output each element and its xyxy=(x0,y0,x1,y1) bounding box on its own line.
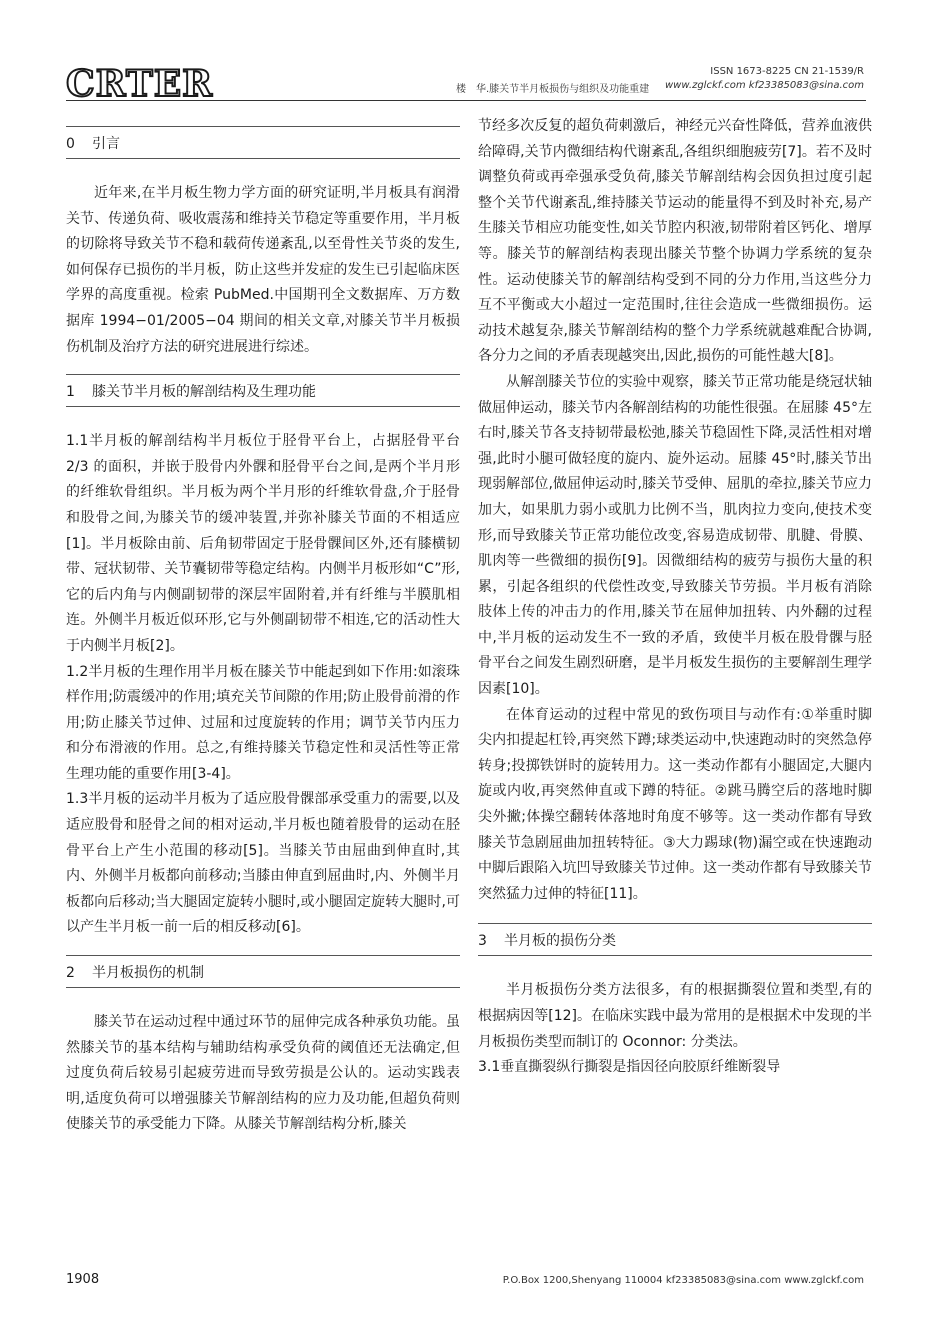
header-rule xyxy=(66,100,866,101)
section-number: 1 xyxy=(66,384,75,401)
paragraph: 在体育运动的过程中常见的致伤项目与动作有:①举重时脚尖内扣提起杠铃,再突然下蹲;球类运动中,快速跑动时的突然急停转身;投掷铁饼时的旋转用力。这一类动作都有小腿固定,大腿内旋或内收,再突然伸直或下蹲的特征。②跳马腾空后的落地时脚尖外撇;体操空翻转体落地时角度不够等。这一类动作都有导致膝关节急剧屈曲加扭转特征。③大力踢球(物)漏空或在快速跑动中脚后跟陷入坑凹导致膝关节过伸。这一类动作都有导致膝关节突然猛力过伸的特征[11]。 xyxy=(478,706,872,902)
subsection-1-2 xyxy=(66,660,460,788)
section-heading-0 xyxy=(66,126,460,159)
subsection-title: 半月板的运动 xyxy=(88,791,174,808)
section-heading-3 xyxy=(478,923,872,956)
journal-logo: CRTER xyxy=(66,63,214,105)
section-2-paragraph: 膝关节在运动过程中通过环节的屈伸完成各种承负功能。虽然膝关节的基本结构与辅助结构承受负荷的阈值还无法确定,但过度负荷后较易引起疲劳进而导致劳损是公认的。运动实践表明,适度负荷可以增强膝关节解剖结构的应力及功能,但超负荷则使膝关节的承受能力下降。从膝关节解剖结构分析,膝关 xyxy=(66,1014,460,1133)
subsection-text: 半月板为了适应股骨髁部承受重力的需要,以及适应股骨和胫骨之间的相对运动,半月板也随着股骨的运动在胫骨平台上产生小范围的移动[5]。当膝关节由屈曲到伸直时,其内、外侧半月板都向前移动;当膝由伸直到屈曲时,内、外侧半月板都向后移动;当大腿固定旋转小腿时,或小腿固定旋转大腿时,可以产生半月板一前一后的相反移动[6]。 xyxy=(66,791,461,936)
subsection-text: 半月板在膝关节中能起到如下作用:如滚珠样作用;防震缓冲的作用;填充关节间隙的作用;防止股骨前滑的作用;防止膝关节过伸、过屈和过度旋转的作用；调节关节内压力和分布滑液的作用。总之,有维持膝关节稳定性和灵活性等正常生理功能的重要作用[3-4]。 xyxy=(66,663,461,782)
section-title: 半月板的损伤分类 xyxy=(504,933,616,950)
section-3-paragraph: 半月板损伤分类方法很多，有的根据撕裂位置和类型,有的根据病因等[12]。在临床实践中最为常用的是根据术中发现的半月板损伤类型而制订的 Oconnor: 分类法。 xyxy=(478,982,872,1050)
page-number: 1908 xyxy=(66,1272,100,1287)
subsection-title: 半月板的解剖结构 xyxy=(88,433,209,450)
section-title: 引言 xyxy=(92,136,120,152)
subsection-number: 1.3 xyxy=(66,791,89,808)
section-title: 半月板损伤的机制 xyxy=(92,965,204,982)
subsection-number: 1.1 xyxy=(66,433,89,450)
header-contact: www.zglckf.com kf23385083@sina.com xyxy=(665,80,864,91)
section-number: 3 xyxy=(478,933,487,950)
continued-paragraph: 节经多次反复的超负荷刺激后，神经元兴奋性降低，营养血液供给障碍,关节内微细结构代谢紊乱,各组织细胞疲劳[7]。若不及时调整负荷或再牵强承受负荷,膝关节解剖结构会因负担过度引起整个关节代谢紊乱,维持膝关节运动的能量得不到及时补充,易产生膝关节相应功能变性,如关节腔内积液,韧带附着区钙化、增厚等。膝关节的解剖结构表现出膝关节整个协调力学系统的复杂性。运动使膝关节的解剖结构受到不同的分力作用,当这些分力互不平衡或大小超过一定范围时,往往会造成一些微细损伤。运动技术越复杂,膝关节解剖结构的整个力学系统就越难配合协调,各分力之间的矛盾表现越突出,因此,损伤的可能性越大[8]。 xyxy=(478,118,872,365)
subsection-text: 纵行撕裂是指因径向胶原纤维断裂导 xyxy=(556,1059,781,1076)
subsection-title: 半月板的生理作用 xyxy=(88,663,202,680)
subsection-number: 1.2 xyxy=(66,663,89,680)
paragraph: 从解剖膝关节位的实验中观察，膝关节正常功能是绕冠状轴做屈伸运动，膝关节内各解剖结构的功能性很强。在屈膝 45°左右时,膝关节各支持韧带最松弛,膝关节稳固性下降,灵活性相对增强,此时小腿可做轻度的旋内、旋外运动。屈膝 45°时,膝关节出现弱解部位,做屈伸运动时,膝关节受伸、屈肌的牵拉,膝关节应力加大，如果肌力弱小或肌力比例不当，肌肉拉力变向,使技术变形,而导致膝关节正常功能位改变,容易造成韧带、肌腱、骨膜、肌肉等一些微细的损伤[9]。因微细结构的疲劳与损伤大量的积累，引起各组织的代偿性改变,导致膝关节劳损。半月板有消除肢体上传的冲击力的作用,膝关节在屈伸加扭转、内外翻的过程中,半月板的运动发生不一致的矛盾，致使半月板在股骨髁与胫骨平台之间发生剧烈研磨，是半月板发生损伤的主要解剖生理学因素[10]。 xyxy=(478,373,872,698)
intro-paragraph: 近年来,在半月板生物力学方面的研究证明,半月板具有润滑关节、传递负荷、吸收震荡和维持关节稳定等重要作用，半月板的切除将导致关节不稳和载荷传递紊乱,以至骨性关节炎的发生,如何保存已损伤的半月板，防止这些并发症的发生已引起临床医学界的高度重视。检索 PubMed.中国期刊全文数据库、万方数据库 1994−01/2005−04 期间的相关文章,对膝关节半月板损伤机制及治疗方法的研究进展进行综述。 xyxy=(66,185,460,355)
section-title: 膝关节半月板的解剖结构及生理功能 xyxy=(92,384,316,401)
footer-address: P.O.Box 1200,Shenyang 110004 kf23385083@sina.com www.zglckf.com xyxy=(502,1275,864,1286)
subsection-1-1 xyxy=(66,429,460,659)
issn-line: ISSN 1673-8225 CN 21-1539/R xyxy=(710,66,864,77)
section-heading-2 xyxy=(66,955,460,988)
subsection-text: 半月板位于胫骨平台上，占据胫骨平台 2/3 的面积，并嵌于股骨内外髁和胫骨平台之间,是两个半月形的纤维软骨组织。半月板为两个半月形的纤维软骨盘,介于胫骨和股骨之间,为膝关节的缓冲装置,并弥补膝关节面的不相适应[1]。半月板除由前、后角韧带固定于胫骨髁间区外,还有膝横韧带、冠状韧带、关节囊韧带等稳定结构。内侧半月板形如“C”形,它的后内角与内侧副韧带的深层牢固附着,并有纤维与半膜肌相连。外侧半月板近似环形,它与外侧副韧带不相连,它的活动性大于内侧半月板[2]。 xyxy=(66,433,461,654)
left-column xyxy=(66,114,460,1138)
section-number: 2 xyxy=(66,965,75,982)
subsection-1-3 xyxy=(66,787,460,941)
section-number: 0 xyxy=(66,136,75,152)
running-title: 楼 华.膝关节半月板损伤与组织及功能重建 xyxy=(456,84,650,95)
subsection-title: 垂直撕裂 xyxy=(500,1059,557,1076)
section-heading-1 xyxy=(66,374,460,407)
right-column xyxy=(478,114,872,1081)
subsection-3-1 xyxy=(478,1055,872,1081)
subsection-number: 3.1 xyxy=(478,1059,501,1076)
